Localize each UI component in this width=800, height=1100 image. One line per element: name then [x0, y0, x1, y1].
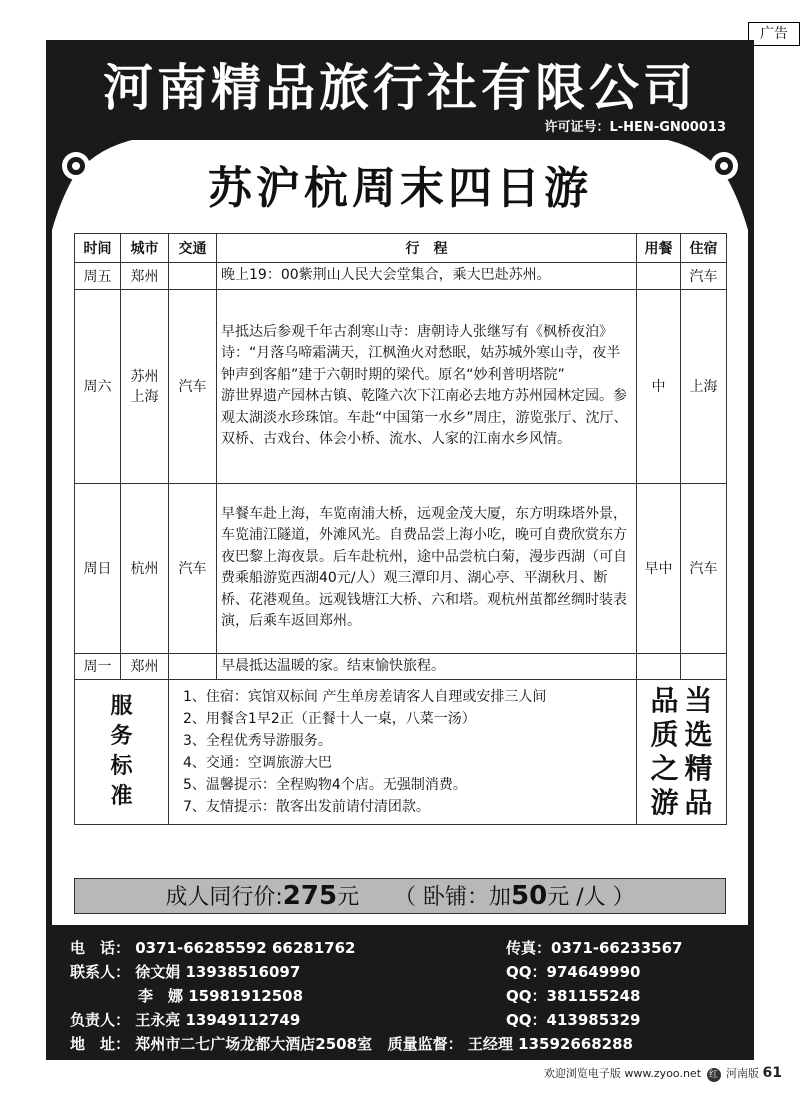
itinerary-cell: 早抵达后参观千年古刹寒山寺：唐朝诗人张继写有《枫桥夜泊》诗：“月落乌啼霜满天，江枫渔火对愁眠，姑苏城外寒山寺，夜半钟声到客船”建于六朝时期的梁代。原名“妙利普明塔院” 游世界遗产园林古镇、乾隆六次下江南必去地方苏州园林定园。参观太湖淡水珍珠馆。车赴“中国第一水乡”周庄，游览张厅、沈厅、双桥、古戏台、体会小桥、流水、人家的江南水乡风情。 — [217, 289, 637, 483]
fax-group — [506, 936, 683, 960]
qq-value: 381155248 — [546, 987, 641, 1005]
list-item: 2、用餐含1早2正（正餐十人一桌，八菜一汤） — [183, 711, 476, 727]
phone-value: 0371-66285592 66281762 — [135, 939, 356, 957]
price-unit: 元 — [337, 885, 360, 910]
qq-label: QQ： — [506, 987, 547, 1005]
service-label — [75, 680, 169, 825]
address-value: 郑州市二七广场龙都大酒店2508室 — [135, 1035, 372, 1053]
slogan-char: 品 — [650, 684, 679, 717]
berth-unit: 元 /人 ） — [547, 885, 635, 910]
qq-label: QQ： — [506, 1011, 547, 1029]
service-row — [75, 680, 727, 825]
service-label-char: 务 — [110, 724, 133, 749]
table-header-row — [75, 234, 727, 263]
ad-tag: 广告 — [748, 22, 800, 46]
slogan-char: 质 — [650, 718, 679, 751]
fax-label: 传真： — [506, 939, 552, 957]
meal-cell: 早中 — [637, 483, 681, 653]
content-panel — [52, 140, 748, 925]
contact-label: 联系人： — [70, 963, 131, 981]
list-item: 7、友情提示：散客出发前请付清团款。 — [183, 799, 430, 815]
slogan-char: 选 — [684, 718, 713, 751]
city-cell: 杭州 — [121, 483, 169, 653]
list-item: 4、交通：空调旅游大巴 — [183, 755, 332, 771]
meal-cell: 中 — [637, 289, 681, 483]
slogan-char: 当 — [684, 684, 713, 717]
list-item: 5、温馨提示：全程购物4个店。无强制消费。 — [183, 777, 467, 793]
contact-person-1: 徐文娟 13938516097 — [135, 963, 301, 981]
col-header-meal: 用餐 — [637, 234, 681, 263]
qq-value: 974649990 — [546, 963, 641, 981]
qq-value: 413985329 — [546, 1011, 641, 1029]
contact-panel — [52, 936, 748, 1054]
manager-value: 王永亮 13949112749 — [135, 1011, 301, 1029]
lodging-cell: 上海 — [681, 289, 727, 483]
lodging-cell: 汽车 — [681, 483, 727, 653]
day-cell: 周日 — [75, 483, 121, 653]
itinerary-cell: 早晨抵达温暖的家。结束愉快旅程。 — [217, 653, 637, 680]
slogan-char: 之 — [650, 752, 679, 785]
service-label-char: 标 — [110, 754, 133, 779]
service-label-char: 准 — [110, 784, 133, 809]
service-label-char: 服 — [110, 694, 133, 719]
list-item: 3、全程优秀导游服务。 — [183, 733, 332, 749]
table-row — [75, 289, 727, 483]
service-items — [169, 680, 637, 825]
lodging-cell: 汽车 — [681, 263, 727, 290]
qq-group — [506, 960, 640, 984]
col-header-lodging: 住宿 — [681, 234, 727, 263]
price-amount: 275 — [282, 881, 338, 911]
price-prefix: 成人同行价: — [165, 885, 283, 910]
contact-row — [70, 960, 641, 984]
itinerary-cell: 晚上19：00紫荆山人民大会堂集合，乘大巴赴苏州。 — [217, 263, 637, 290]
transport-cell — [169, 653, 217, 680]
berth-prefix: （ 卧铺：加 — [394, 885, 512, 910]
header — [46, 40, 754, 140]
berth-amount: 50 — [511, 881, 548, 911]
tour-title: 苏沪杭周末四日游 — [208, 163, 592, 214]
contact-row — [70, 1032, 633, 1056]
price-bar — [74, 878, 726, 914]
col-header-time: 时间 — [75, 234, 121, 263]
phone-label: 电 话： — [70, 939, 131, 957]
address-label: 地 址： — [70, 1035, 131, 1053]
qq-group — [506, 984, 640, 1008]
col-header-transport: 交通 — [169, 234, 217, 263]
day-cell: 周五 — [75, 263, 121, 290]
supervise-label: 质量监督： — [387, 1035, 463, 1053]
col-header-city: 城市 — [121, 234, 169, 263]
footer-edition: 河南版 — [726, 1067, 760, 1080]
list-item: 1、住宿：宾馆双标间 产生单房差请客人自理或安排三人间 — [183, 689, 547, 705]
slogan-char: 精 — [684, 752, 713, 785]
footer-welcome: 欢迎浏览电子版 www.zyoo.net — [543, 1067, 702, 1080]
fax-value: 0371-66233567 — [551, 939, 683, 957]
city-cell: 郑州 — [121, 263, 169, 290]
day-cell: 周一 — [75, 653, 121, 680]
meal-cell — [637, 263, 681, 290]
page-number: 61 — [762, 1065, 782, 1081]
contact-person-2: 李 娜 15981912508 — [138, 987, 304, 1005]
itinerary-table — [74, 233, 727, 825]
transport-cell: 汽车 — [169, 289, 217, 483]
city-cell: 郑州 — [121, 653, 169, 680]
ad-frame — [46, 40, 754, 1060]
qq-group — [506, 1008, 640, 1032]
slogan-char: 游 — [650, 786, 679, 819]
city-cell: 苏州 上海 — [121, 289, 169, 483]
company-name: 河南精品旅行社有限公司 — [103, 59, 697, 117]
table-row — [75, 263, 727, 290]
contact-row — [70, 936, 683, 960]
manager-label: 负责人： — [70, 1011, 131, 1029]
itinerary-cell: 早餐车赴上海，车览南浦大桥，远观金茂大厦，东方明珠塔外景，车览浦江隧道，外滩风光。自费品尝上海小吃，晚可自费欣赏东方夜巴黎上海夜景。后车赴杭州，途中品尝杭白菊，漫步西湖（可自费乘船游览西湖40元/人）观三潭印月、湖心亭、平湖秋月、断桥、花港观鱼。远观钱塘江大桥、六和塔。观杭州茧都丝绸时装表演，后乘车返回郑州。 — [217, 483, 637, 653]
lodging-cell — [681, 653, 727, 680]
page-footer — [544, 1065, 782, 1082]
col-header-itinerary: 行 程 — [217, 234, 637, 263]
supervise-value: 王经理 13592668288 — [467, 1035, 633, 1053]
transport-cell — [169, 263, 217, 290]
qq-label: QQ： — [506, 963, 547, 981]
slogan-char: 品 — [684, 786, 713, 819]
day-cell: 周六 — [75, 289, 121, 483]
transport-cell: 汽车 — [169, 483, 217, 653]
contact-row — [70, 1008, 641, 1032]
magazine-logo-icon: 红 — [707, 1068, 721, 1082]
license-number: 许可证号：L-HEN-GN00013 — [544, 120, 726, 135]
quality-slogan — [637, 680, 727, 825]
contact-row — [138, 984, 641, 1008]
meal-cell — [637, 653, 681, 680]
table-row — [75, 483, 727, 653]
table-row — [75, 653, 727, 680]
